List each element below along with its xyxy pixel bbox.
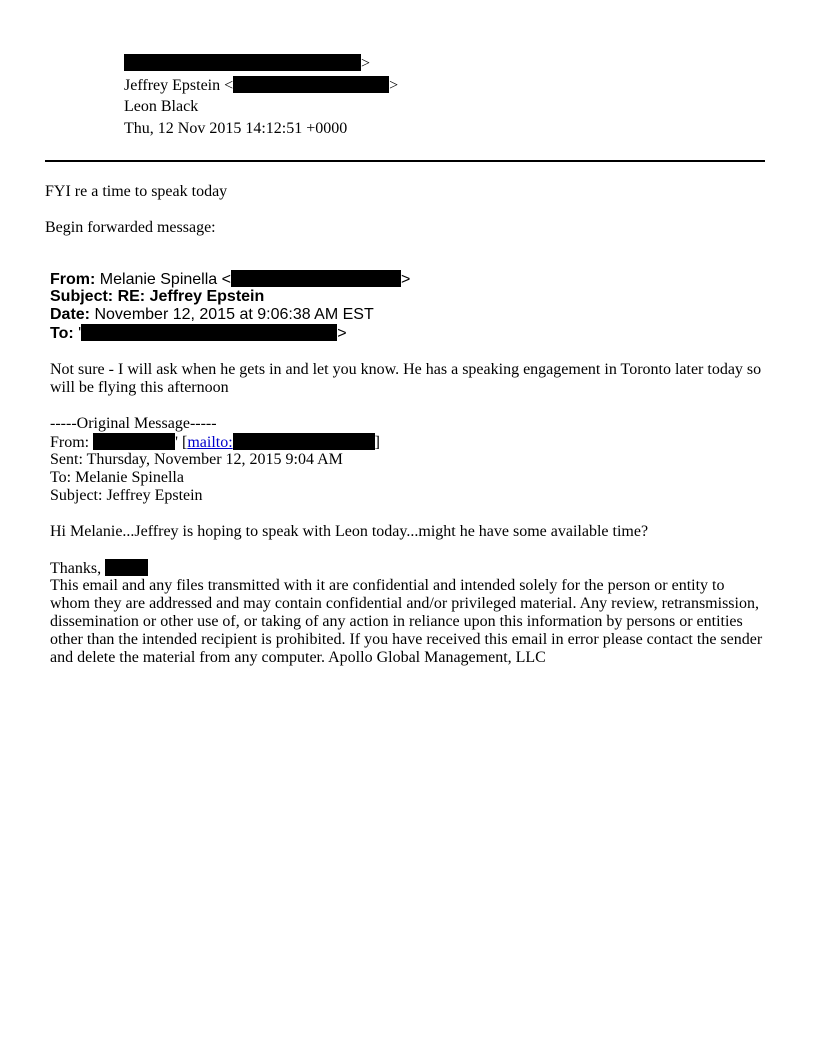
orig-to: To: Melanie Spinella [50, 469, 184, 486]
fwd-subject-row [50, 288, 264, 306]
fwd-to-prefix: ' [78, 325, 82, 342]
fwd-date-value: November 12, 2015 at 9:06:38 AM EST [94, 306, 374, 323]
orig-from-quote: ' [175, 434, 179, 451]
fwd-from-suffix: > [400, 271, 411, 288]
redaction-bar [105, 559, 148, 576]
fwd-to-suffix: > [337, 325, 347, 342]
header-to-value [124, 76, 398, 95]
fwd-reply-text: Not sure - I will ask when he gets in and let you know. He has a speaking engagement in Toronto later today so will be flying this afternoon [50, 361, 762, 396]
header-subject-value: Leon Black [124, 98, 199, 115]
body-line-1: FYI re a time to speak today [45, 183, 228, 200]
header-to-suffix: > [389, 77, 399, 94]
redaction-bar [233, 433, 375, 450]
orig-mailto-open: [ [182, 434, 188, 451]
header-date-value: Thu, 12 Nov 2015 14:12:51 +0000 [124, 120, 348, 137]
orig-message: Hi Melanie...Jeffrey is hoping to speak with Leon today...might he have some available time? [50, 523, 649, 540]
orig-subject: Subject: Jeffrey Epstein [50, 487, 203, 504]
orig-mailto-close: ] [374, 434, 380, 451]
fwd-subject: Subject: RE: Jeffrey Epstein [50, 288, 265, 305]
redaction-bar [81, 324, 337, 341]
fwd-date-label: Date: [50, 306, 91, 323]
orig-from-label: From: [50, 434, 90, 451]
fwd-from-name: Melanie Spinella < [99, 271, 231, 288]
fwd-from-row [50, 270, 410, 289]
fwd-date-row [50, 306, 374, 324]
disclaimer: This email and any files transmitted with it are confidential and intended solely for the person or entity to whom they are addressed and may contain confidential and/or privileged material. Any review, retransmission, dissemination or other use of, or taking of any action in reliance upon this information by persons or entities other than the intended recipient is prohibited. If you have received this email in error please contact the sender and delete the material from any computer. Apollo Global Management, LLC [50, 577, 763, 666]
header-divider [45, 160, 765, 162]
fwd-to-label: To: [50, 325, 74, 342]
header-from-value [124, 54, 370, 73]
header-from-suffix: > [361, 55, 371, 72]
orig-thanks: Thanks, [50, 560, 102, 577]
body-line-2: Begin forwarded message: [45, 219, 216, 236]
redaction-bar [93, 433, 175, 450]
orig-thanks-row [50, 559, 148, 578]
fwd-from-label: From: [50, 271, 96, 288]
fwd-to-row [50, 324, 347, 343]
redaction-bar [231, 270, 401, 287]
orig-sent: Sent: Thursday, November 12, 2015 9:04 AM [50, 451, 343, 468]
redaction-bar [124, 54, 361, 71]
orig-separator: -----Original Message----- [50, 415, 217, 432]
mailto-link[interactable]: mailto: [187, 434, 233, 451]
header-to-name: Jeffrey Epstein < [124, 77, 234, 94]
orig-from-row [50, 433, 380, 452]
redaction-bar [233, 76, 389, 93]
